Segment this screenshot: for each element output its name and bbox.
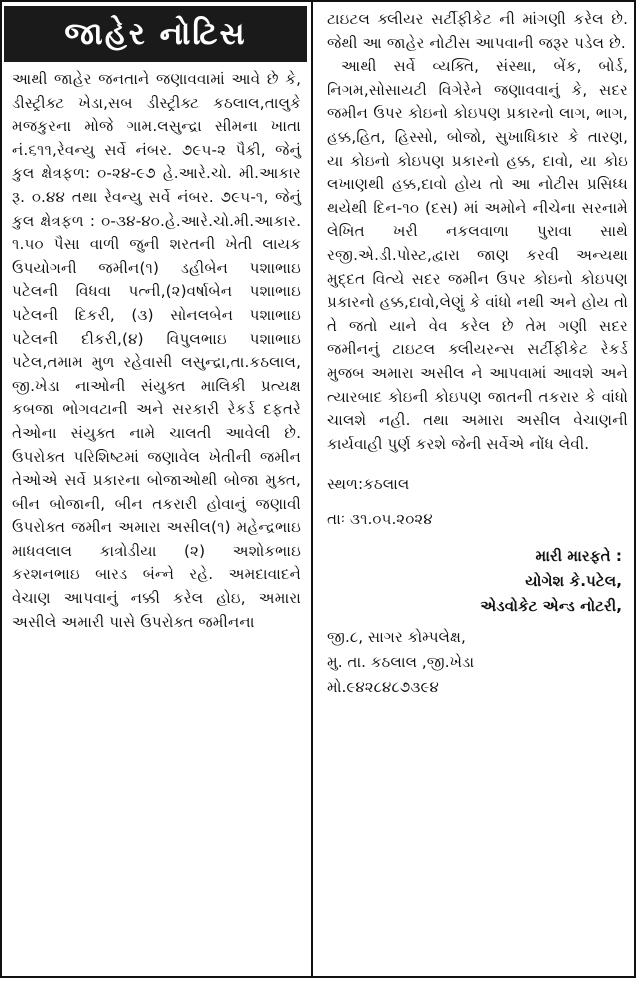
signature-designation: એડવોકેટ એન્ડ નોટરી,: [480, 597, 622, 616]
address-line-2: મુ. તા. કઠલાલ ,જી.ખેડા: [327, 653, 475, 672]
place-line: સ્થળ:કઠલાલ: [327, 475, 410, 494]
notice-body-right-main: આથી સર્વે વ્યક્તિ, સંસ્થા, બેંક, બોર્ડ, નિગમ,સોસાયટી વિગેરેને જણાવવાનું કે, સદર જમીન ઉપર કોઇનો કોઇપણ પ્રકારનો લાગ, ભાગ, હક્ક,હિત, હિસ્સો, બોજો, સુખાધિકાર કે તારણ, યા કોઇનો કોઇપણ પ્રકારનો હક્ક, દાવો, યા કોઇ લખાણથી હક્ક,દાવો હોય તો આ નોટીસ પ્રસિધ્ધ થયેથી દિન-૧૦ (દસ) માં અમોને નીચેના સરનામે લેખિત ખરી નકલવાળા પુરાવા સાથે રજી.એ.ડી.પોસ્ટ,દ્વારા જાણ કરવી અન્યથા મુદ્દત વિત્યે સદર જમીન ઉપર કોઇનો કોઇપણ પ્રકારનો હક્ક,દાવો,લેણું કે વાંધો નથી અને હોય તો તે જતો યાને વેવ કરેલ છે તેમ ગણી સદર જમીનનું ટાઇટલ ક્લીયરન્સ સર્ટીફીકેટ રેકર્ડ મુજબ અમારા અસીલ ને આપવામાં આવશે અને ત્યારબાદ કોઇની કોઇપણ જાતની તકરાર કે વાંધો ચાલશે નહી. તથા અમારા અસીલ વેચાણની કાર્યવાહી પુર્ણ કરશે જેની સર્વેએ નોંધ લેવી.: [327, 57, 628, 453]
right-column: [311, 2, 636, 976]
address-line-1: જી.૮, સાગર કોમ્પલેક્ષ,: [327, 628, 466, 647]
date-line: તાઃ ૩૧.૦૫.૨૦૨૪: [327, 510, 433, 529]
signature-via: મારી મારફતે :: [535, 547, 622, 566]
signature-block: [327, 544, 628, 619]
address-block: [327, 625, 628, 700]
notice-body-right-intro: ટાઇટલ ક્લીયર સર્ટીફીકેટ ની માંગણી કરેલ છે. જેથી આ જાહેર નોટીસ આપવાની જરૂર પડેલ છે.: [327, 10, 628, 52]
address-phone: મો.૯૪૨૮૪૮૭૩૯૪: [327, 678, 439, 697]
notice-title: જાહેર નોટિસ: [4, 6, 307, 62]
notice-body-left: આથી જાહેર જનતાને જણાવવામાં આવે છે કે, ડીસ્ટ્રીક્ટ ખેડા,સબ ડીસ્ટ્રીક્ટ કઠલાલ,તાલુકે મજકુરના મોજે ગામ.લસુન્દ્રા સીમના ખાતા નં.૬૧૧,રેવન્યુ સર્વે નંબર. ૭૯૫-૨ પૈકી, જેનું કુલ ક્ષેત્રફળ: ૦-૨૪-૯૭ હે.આરે.ચો. મી.આકાર રૂ. ૦.૪૪ તથા રેવન્યુ સર્વે નંબર. ૭૯૫-૧, જેનું કુલ ક્ષેત્રફળ : ૦-૩૪-૪૦.હે.આરે.ચો.મી.આકાર. ૧.૫૦ પૈસા વાળી જુની શરતની ખેતી લાયક ઉપયોગની જમીન(૧) ડહીબેન પશાભાઇ પટેલની વિધવા પત્ની,(૨)વર્ષાબેન પશાભાઇ પટેલની દિકરી, (૩) સોનલબેન પશાભાઇ પટેલની દીકરી,(૪) વિપુલભાઇ પશાભાઇ પટેલ,તમામ મુળ રહેવાસી લસુન્દ્રા,તા.કઠલાલ, જી.ખેડા નાઓની સંયુક્ત માલિકી પ્રત્યક્ષ કબજા ભોગવટાની અને સરકારી રેકર્ડ દફતરે તેઓના સંયુક્ત નામે ચાલતી આવેલી છે. ઉપરોક્ત પરિશિષ્ટમાં જણાવેલ ખેતીની જમીન તેઓએ સર્વે પ્રકારના બોજાઓથી બોજા મુક્ત, બીન બોજાની, બીન તકરારી હોવાનું જણાવી ઉપરોક્ત જમીન અમારા અસીલ(૧) મહેન્દ્રભાઇ માધવલાલ કાત્રોડીયા (૨) અશોકભાઇ કરશનભાઇ બારડ બંન્ને રહે. અમદાવાદને વેચાણ આપવાનું નક્કી કરેલ હોઇ, અમારા અસીલે અમારી પાસે ઉપરોક્ત જમીનના: [12, 70, 301, 631]
left-column: [2, 2, 309, 976]
signature-name: યોગેશ કે.પટેલ,: [525, 572, 622, 591]
